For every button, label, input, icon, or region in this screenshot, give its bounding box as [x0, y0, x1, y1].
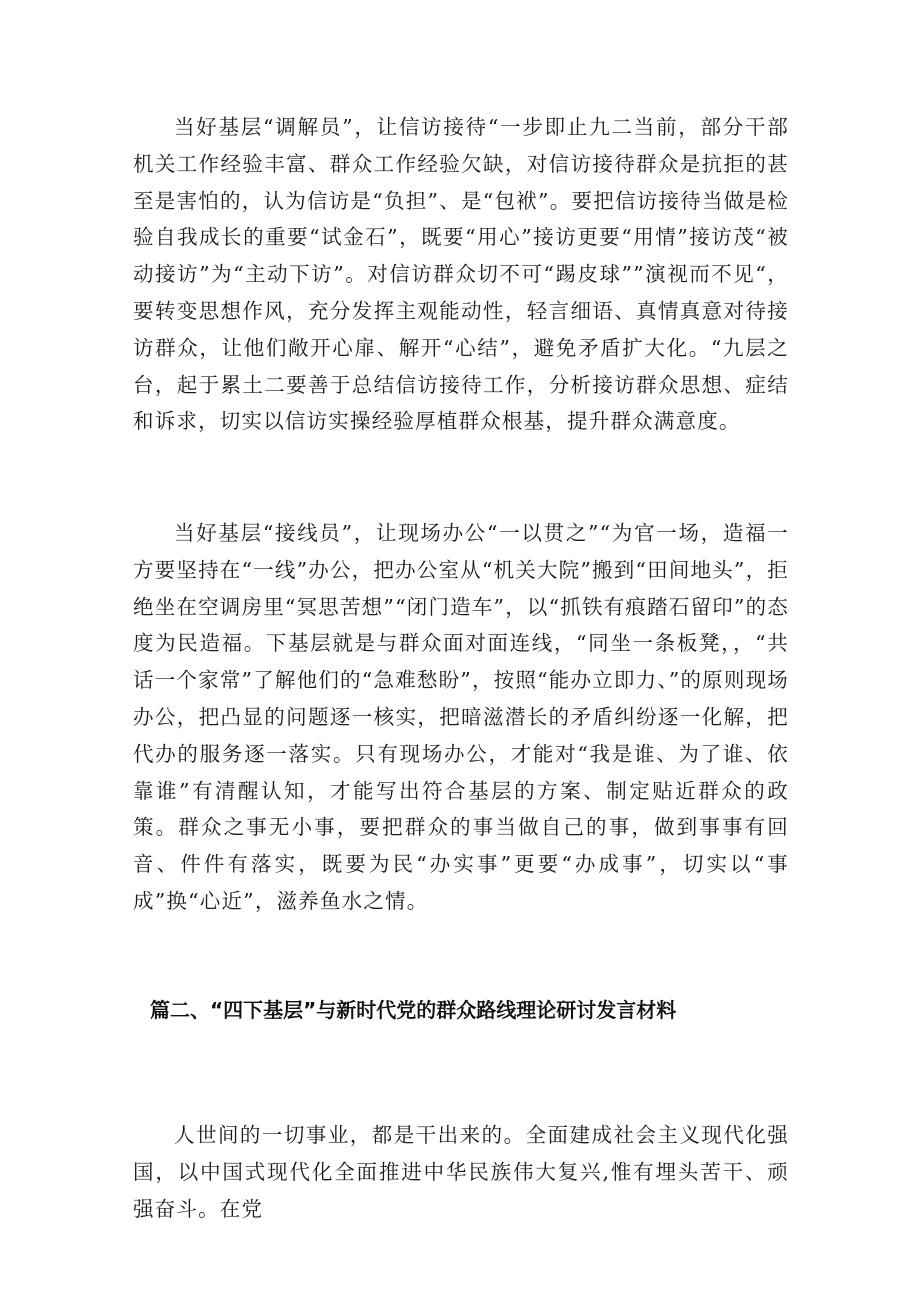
paragraph-liaison: 当好基层“接线员”，让现场办公“一以贯之”“为官一场，造福一方要坚持在“一线”办公，把办公室从“机关大院”搬到“田间地头”，拒绝坐在空调房里“冥思苦想”“闭门造车”，以“抓铁有痕踏石留印”的态度为民造福。下基层就是与群众面对面连线，“同坐一条板凳，，“共话一个家常”了解他们的“急难愁盼”，按照“能办立即力、”的原则现场办公，把凸显的问题逐一核实，把暗滋潜长的矛盾纠纷逐一化解，把代办的服务逐一落实。只有现场办公，才能对“我是谁、为了谁、依靠谁”有清醒认知，才能写出符合基层的方案、制定贴近群众的政策。群众之事无小事，要把群众的事当做自己的事，做到事事有回音、件件有落实，既要为民“办实事”更要“办成事”，切实以“事成”换“心近”，滋养鱼水之情。: [133, 521, 789, 913]
section-title: “四下基层”与新时代党的群众路线理论研讨发言材料: [210, 998, 677, 1022]
paragraph-intro: 人世间的一切事业，都是干出来的。全面建成社会主义现代化强国，以中国式现代化全面推进中华民族伟大复兴,惟有埋头苦干、顽强奋斗。在党: [133, 1123, 789, 1221]
section-number: 篇二、: [150, 998, 210, 1022]
paragraph-mediator: 当好基层“调解员”，让信访接待“一步即止九二当前，部分干部机关工作经验丰富、群众工作经验欠缺，对信访接待群众是抗拒的甚至是害怕的，认为信访是“负担”、是“包袱”。要把信访接待当做是检验自我成长的重要“试金石”，既要“用心”接访更要“用情”接访茂“被动接访”为“主动下访”。对信访群众切不可“踢皮球””演视而不见“，要转变思想作风，充分发挥主观能动性，轻言细语、真情真意对待接访群众，让他们敞开心扉、解开“心结”，避免矛盾扩大化。“九层之台，起于累土二要善于总结信访接待工作，分析接访群众思想、症结和诉求，切实以信访实操经验厚植群众根基，提升群众满意度。: [133, 115, 789, 434]
section-heading: [150, 994, 810, 1026]
